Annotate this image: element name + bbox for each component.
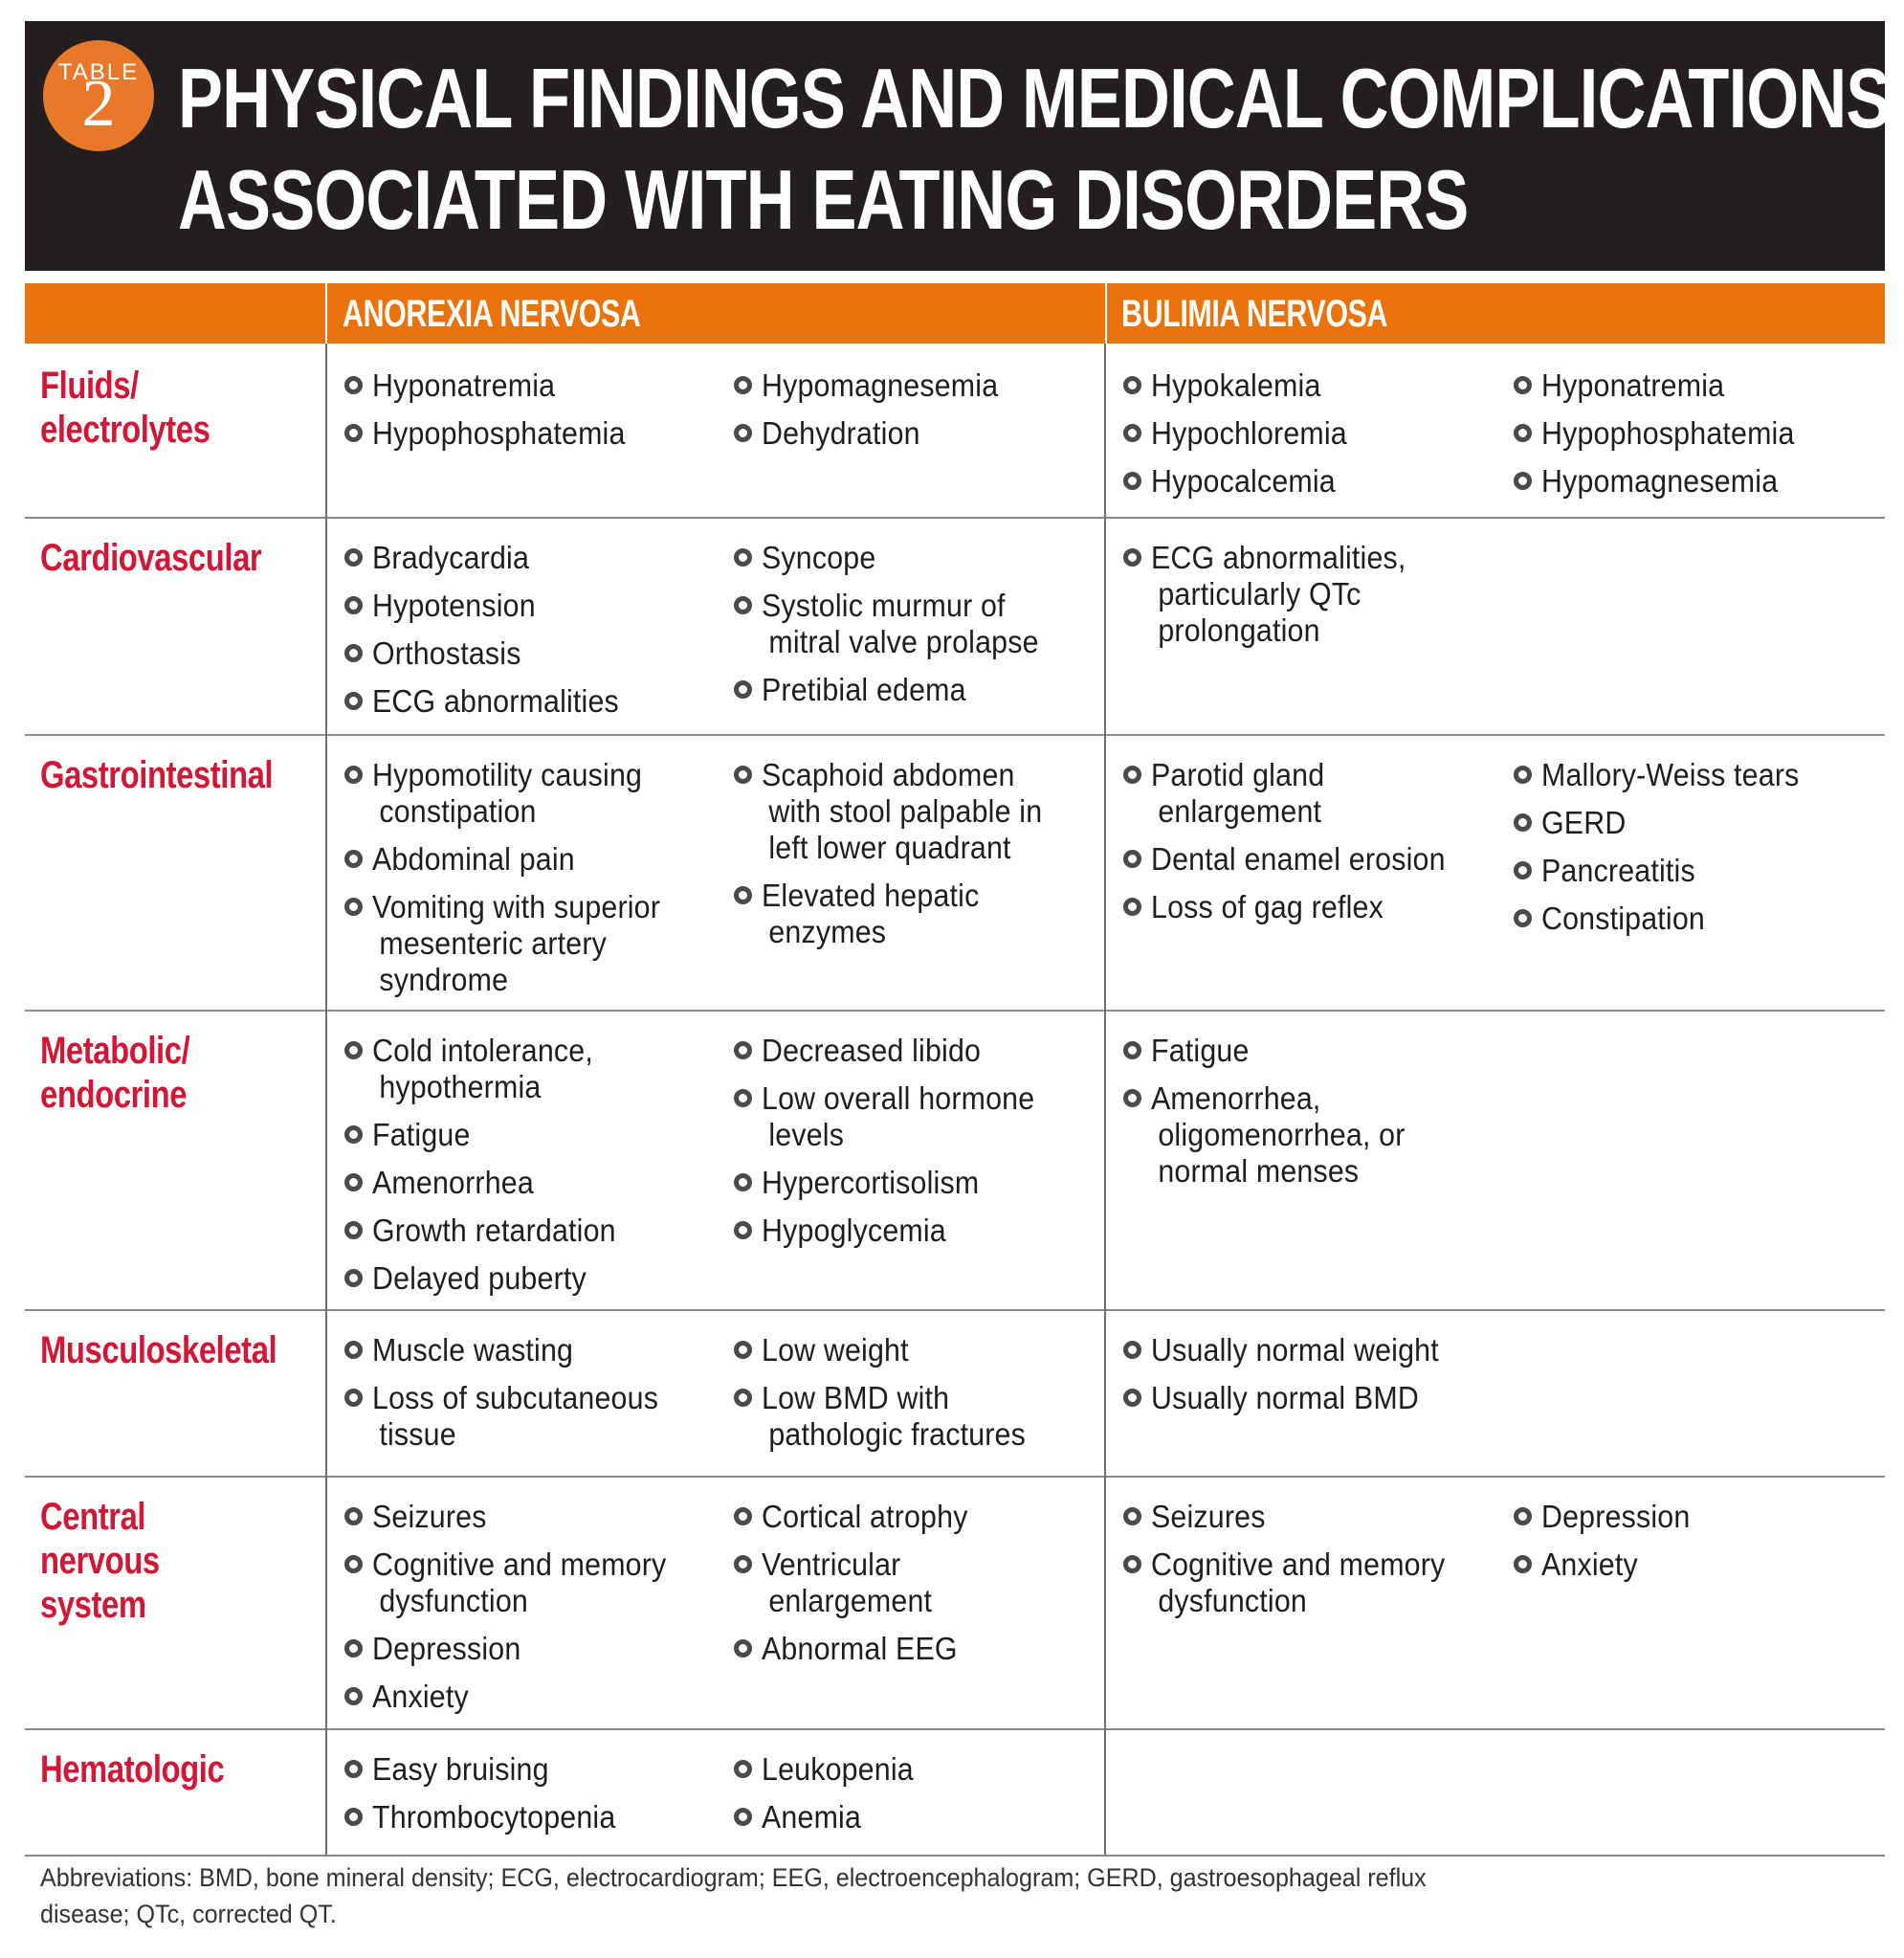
bullet-icon: [344, 596, 363, 614]
finding-text: Growth retardation: [372, 1213, 616, 1248]
badge-number: 2: [81, 67, 116, 141]
finding-text: Syncope: [762, 540, 876, 575]
finding-item: [1514, 367, 1896, 404]
finding-item: [734, 1499, 1117, 1535]
findings-list-bn-col1: [1123, 757, 1506, 937]
bullet-icon: [734, 1389, 752, 1407]
bullet-icon: [1514, 472, 1532, 490]
column-header-bar: [25, 283, 1885, 344]
bullet-icon: [734, 1221, 752, 1239]
findings-list-bn-col2: [1514, 757, 1896, 948]
bullet-icon: [1514, 424, 1532, 442]
finding-text: Loss of gag reflex: [1151, 889, 1384, 924]
finding-text: Parotid gland: [1151, 757, 1325, 792]
finding-item: [344, 1799, 727, 1836]
bullet-icon: [1514, 766, 1532, 784]
bullet-icon: [734, 1173, 752, 1191]
finding-text: Hypotension: [372, 588, 536, 623]
finding-item: [734, 415, 1117, 452]
finding-text: Cortical atrophy: [762, 1499, 968, 1534]
bullet-icon: [344, 692, 363, 710]
findings-list-an-col2: [734, 1332, 1117, 1464]
finding-text: Hypomagnesemia: [1541, 463, 1779, 499]
bullet-icon: [1123, 376, 1141, 394]
finding-item: [734, 1033, 1117, 1069]
bullet-icon: [1123, 1507, 1141, 1525]
row-category: [40, 1029, 189, 1117]
table-number-badge: [43, 40, 154, 151]
row-category: [40, 1747, 224, 1791]
finding-text: Loss of subcutaneous: [372, 1380, 659, 1415]
findings-list-bn-col1: [1123, 1499, 1506, 1631]
bullet-icon: [1123, 472, 1141, 490]
bullet-icon: [1123, 1341, 1141, 1359]
finding-text: Hyponatremia: [372, 367, 556, 403]
bullet-icon: [344, 1808, 363, 1826]
findings-list-bn-col1: [1123, 1033, 1506, 1201]
finding-text: Abdominal pain: [372, 841, 575, 877]
row-category-line: Fluids/: [40, 365, 139, 407]
finding-text: Mallory-Weiss tears: [1541, 757, 1800, 792]
finding-text: hypothermia: [379, 1069, 542, 1104]
finding-item: [1123, 1033, 1506, 1069]
finding-text: mesenteric artery: [379, 925, 608, 961]
finding-item: [734, 757, 1117, 866]
findings-list-an-col2: [734, 1499, 1117, 1679]
finding-text: particularly QTc: [1158, 576, 1362, 612]
finding-item: [1123, 415, 1506, 452]
finding-item: [1514, 1546, 1896, 1583]
bullet-icon: [344, 1173, 363, 1191]
finding-text: Fatigue: [1151, 1033, 1250, 1068]
row-divider: [25, 734, 1885, 736]
finding-text: Easy bruising: [372, 1751, 549, 1787]
finding-item: [344, 635, 727, 672]
finding-item: [1123, 367, 1506, 404]
title-line-1: PHYSICAL FINDINGS AND MEDICAL COMPLICATIONS: [178, 51, 1891, 145]
badge-label: TABLE: [57, 59, 140, 85]
finding-item: [1123, 841, 1506, 878]
finding-item: [344, 1679, 727, 1715]
finding-text: ECG abnormalities,: [1151, 540, 1406, 575]
finding-item: [734, 1080, 1117, 1153]
finding-text: dysfunction: [1158, 1583, 1307, 1618]
finding-text: Hypoglycemia: [762, 1213, 946, 1248]
finding-item: [1514, 463, 1896, 500]
finding-item: [344, 1380, 727, 1453]
finding-text: Hypomagnesemia: [762, 367, 999, 403]
finding-item: [734, 672, 1117, 708]
findings-list-an-col2: [734, 757, 1117, 962]
finding-item: [1123, 540, 1506, 649]
column-separator: [1105, 283, 1107, 344]
bullet-icon: [734, 548, 752, 567]
bullet-icon: [1123, 1041, 1141, 1059]
table-title: [178, 48, 1891, 251]
bullet-icon: [734, 376, 752, 394]
findings-list-bn-col1: [1123, 367, 1506, 511]
row-category-line: endocrine: [40, 1074, 188, 1116]
finding-item: [734, 1213, 1117, 1249]
finding-item: [734, 1332, 1117, 1368]
bullet-icon: [344, 1687, 363, 1705]
finding-item: [344, 1499, 727, 1535]
findings-list-an-col1: [344, 757, 727, 1010]
bullet-icon: [1514, 861, 1532, 879]
bullet-icon: [344, 1507, 363, 1525]
finding-item: [734, 1165, 1117, 1201]
finding-text: Thrombocytopenia: [372, 1799, 616, 1835]
row-category-line: Cardiovascular: [40, 537, 262, 579]
findings-list-an-col2: [734, 540, 1117, 720]
finding-text: syndrome: [379, 962, 509, 997]
finding-text: Decreased libido: [762, 1033, 982, 1068]
finding-text: Hypomotility causing: [372, 757, 643, 792]
row-category-line: Metabolic/: [40, 1030, 190, 1072]
bullet-icon: [1514, 1507, 1532, 1525]
row-divider: [25, 1010, 1885, 1012]
finding-text: Fatigue: [372, 1117, 471, 1152]
finding-text: dysfunction: [379, 1583, 528, 1618]
finding-item: [734, 1546, 1117, 1619]
findings-list-an-col1: [344, 540, 727, 731]
bullet-icon: [1123, 850, 1141, 868]
bullet-icon: [1123, 424, 1141, 442]
findings-list-bn-col2: [1514, 1499, 1896, 1594]
finding-text: Low overall hormone: [762, 1080, 1035, 1116]
finding-text: levels: [768, 1117, 845, 1152]
bullet-icon: [1123, 898, 1141, 916]
row-divider: [25, 1728, 1885, 1730]
finding-item: [344, 1751, 727, 1788]
finding-text: Low BMD with: [762, 1380, 950, 1415]
row-divider: [25, 517, 1885, 519]
row-divider: [25, 1476, 1885, 1478]
bullet-icon: [734, 1089, 752, 1107]
title-line-2: ASSOCIATED WITH EATING DISORDERS: [178, 152, 1469, 247]
finding-text: Low weight: [762, 1332, 909, 1368]
row-category-line: nervous: [40, 1540, 160, 1582]
column-header-anorexia: ANOREXIA NERVOSA: [343, 293, 641, 335]
findings-list-an-col1: [344, 1332, 727, 1464]
finding-item: [344, 1213, 727, 1249]
finding-item: [344, 1546, 727, 1619]
finding-text: Amenorrhea: [372, 1165, 534, 1200]
finding-item: [734, 1380, 1117, 1453]
finding-text: mitral valve prolapse: [768, 624, 1039, 659]
finding-item: [344, 415, 727, 452]
finding-text: Pretibial edema: [762, 672, 966, 707]
bullet-icon: [1123, 1089, 1141, 1107]
bullet-icon: [1123, 1555, 1141, 1573]
finding-text: Hypokalemia: [1151, 367, 1321, 403]
bullet-icon: [734, 1341, 752, 1359]
finding-text: Delayed puberty: [372, 1260, 587, 1296]
finding-text: Seizures: [372, 1499, 487, 1534]
bullet-icon: [734, 766, 752, 784]
bullet-icon: [344, 1341, 363, 1359]
finding-text: Cold intolerance,: [372, 1033, 593, 1068]
bullet-icon: [344, 898, 363, 916]
finding-text: Bradycardia: [372, 540, 530, 575]
findings-list-an-col1: [344, 1033, 727, 1308]
finding-text: Pancreatitis: [1541, 853, 1695, 888]
bullet-icon: [734, 1555, 752, 1573]
finding-text: pathologic fractures: [768, 1416, 1026, 1452]
finding-text: Hyponatremia: [1541, 367, 1725, 403]
finding-text: prolongation: [1158, 612, 1320, 648]
finding-item: [344, 1631, 727, 1667]
bullet-icon: [734, 1041, 752, 1059]
bullet-icon: [1514, 376, 1532, 394]
findings-list-an-col1: [344, 1751, 727, 1847]
finding-text: Depression: [1541, 1499, 1691, 1534]
finding-text: Anemia: [762, 1799, 862, 1835]
bullet-icon: [734, 1808, 752, 1826]
bullet-icon: [1514, 813, 1532, 832]
bullet-icon: [344, 1269, 363, 1287]
bullet-icon: [734, 424, 752, 442]
bullet-icon: [344, 766, 363, 784]
finding-text: with stool palpable in: [768, 793, 1043, 829]
finding-text: normal menses: [1158, 1153, 1360, 1189]
finding-item: [1123, 1546, 1506, 1619]
row-category: [40, 536, 261, 580]
finding-item: [344, 367, 727, 404]
finding-text: ECG abnormalities: [372, 683, 619, 719]
findings-list-an-col1: [344, 1499, 727, 1726]
finding-text: Hypercortisolism: [762, 1165, 980, 1200]
finding-text: Abnormal EEG: [762, 1631, 958, 1666]
bullet-icon: [344, 1760, 363, 1778]
finding-text: Scaphoid abdomen: [762, 757, 1015, 792]
bullet-icon: [344, 1221, 363, 1239]
finding-item: [1123, 1332, 1506, 1368]
finding-text: enzymes: [768, 914, 887, 949]
finding-item: [1123, 1380, 1506, 1416]
column-divider: [325, 344, 327, 1855]
finding-text: Vomiting with superior: [372, 889, 661, 924]
finding-item: [344, 1260, 727, 1297]
finding-item: [344, 1033, 727, 1105]
findings-list-bn-col2: [1514, 367, 1896, 511]
finding-item: [1514, 901, 1896, 937]
finding-item: [344, 1332, 727, 1368]
finding-item: [1514, 1499, 1896, 1535]
bullet-icon: [734, 1760, 752, 1778]
finding-item: [734, 1751, 1117, 1788]
findings-list-an-col2: [734, 1751, 1117, 1847]
bullet-icon: [1514, 1555, 1532, 1573]
finding-text: GERD: [1541, 805, 1627, 840]
finding-item: [1514, 805, 1896, 841]
bullet-icon: [734, 680, 752, 699]
row-category-line: electrolytes: [40, 409, 210, 451]
finding-item: [344, 540, 727, 576]
finding-text: Usually normal weight: [1151, 1332, 1439, 1368]
bullet-icon: [1123, 548, 1141, 567]
finding-text: Usually normal BMD: [1151, 1380, 1419, 1415]
finding-text: Hypochloremia: [1151, 415, 1347, 451]
row-category-line: Gastrointestinal: [40, 754, 274, 796]
finding-text: oligomenorrhea, or: [1158, 1117, 1406, 1152]
row-category: [40, 1495, 160, 1627]
bullet-icon: [344, 548, 363, 567]
row-category-line: Hematologic: [40, 1748, 225, 1791]
bullet-icon: [344, 424, 363, 442]
finding-text: Orthostasis: [372, 635, 521, 671]
row-category-line: Central: [40, 1496, 146, 1538]
bullet-icon: [734, 1639, 752, 1658]
column-separator: [325, 283, 327, 344]
finding-text: Constipation: [1541, 901, 1705, 936]
finding-text: Leukopenia: [762, 1751, 914, 1787]
finding-item: [1514, 415, 1896, 452]
finding-text: Depression: [372, 1631, 521, 1666]
findings-list-an-col1: [344, 367, 727, 463]
finding-text: Hypophosphatemia: [1541, 415, 1795, 451]
row-category: [40, 753, 273, 797]
finding-item: [1123, 889, 1506, 925]
bullet-icon: [344, 376, 363, 394]
finding-text: Anxiety: [372, 1679, 469, 1714]
finding-item: [1514, 757, 1896, 793]
finding-item: [344, 588, 727, 624]
finding-text: left lower quadrant: [768, 830, 1011, 865]
finding-item: [734, 588, 1117, 660]
finding-item: [734, 1799, 1117, 1836]
finding-item: [734, 540, 1117, 576]
finding-item: [1123, 463, 1506, 500]
finding-text: tissue: [379, 1416, 456, 1452]
finding-text: constipation: [379, 793, 537, 829]
finding-text: Cognitive and memory: [372, 1546, 667, 1582]
row-category: [40, 364, 210, 452]
row-category-line: Musculoskeletal: [40, 1329, 277, 1371]
finding-item: [344, 841, 727, 878]
finding-text: enlargement: [1158, 793, 1322, 829]
finding-text: Amenorrhea,: [1151, 1080, 1321, 1116]
finding-item: [734, 1631, 1117, 1667]
bullet-icon: [734, 596, 752, 614]
finding-text: Hypophosphatemia: [372, 415, 626, 451]
finding-text: Seizures: [1151, 1499, 1266, 1534]
bullet-icon: [344, 850, 363, 868]
finding-text: Hypocalcemia: [1151, 463, 1336, 499]
findings-list-an-col2: [734, 367, 1117, 463]
finding-item: [344, 683, 727, 720]
bullet-icon: [734, 886, 752, 904]
finding-text: enlargement: [768, 1583, 933, 1618]
bullet-icon: [1123, 766, 1141, 784]
finding-item: [734, 878, 1117, 950]
bullet-icon: [1123, 1389, 1141, 1407]
finding-text: Systolic murmur of: [762, 588, 1006, 623]
finding-text: Anxiety: [1541, 1546, 1638, 1582]
row-category-line: system: [40, 1584, 146, 1626]
column-header-bulimia: BULIMIA NERVOSA: [1121, 293, 1388, 335]
findings-list-bn-col1: [1123, 1332, 1506, 1428]
finding-text: Ventricular: [762, 1546, 901, 1582]
bullet-icon: [734, 1507, 752, 1525]
row-divider: [25, 1855, 1885, 1857]
findings-list-an-col2: [734, 1033, 1117, 1260]
finding-item: [344, 757, 727, 830]
bullet-icon: [1514, 909, 1532, 927]
finding-item: [1514, 853, 1896, 889]
finding-text: Dental enamel erosion: [1151, 841, 1446, 877]
bullet-icon: [344, 1555, 363, 1573]
row-category: [40, 1328, 277, 1372]
row-divider: [25, 1309, 1885, 1311]
abbreviations-footnote: Abbreviations: BMD, bone mineral density; ECG, electrocardiogram; EEG, electroencephalogram; GERD, gastroesophageal reflux disease; QTc, corrected QT.: [40, 1863, 1427, 1928]
bullet-icon: [344, 1125, 363, 1144]
finding-text: Dehydration: [762, 415, 920, 451]
findings-list-bn-col1: [1123, 540, 1506, 660]
finding-item: [344, 1165, 727, 1201]
finding-item: [1123, 757, 1506, 830]
finding-item: [344, 889, 727, 998]
bullet-icon: [344, 644, 363, 662]
finding-item: [1123, 1080, 1506, 1190]
finding-text: Elevated hepatic: [762, 878, 980, 913]
finding-item: [734, 367, 1117, 404]
column-divider: [1104, 344, 1106, 1855]
finding-text: Cognitive and memory: [1151, 1546, 1446, 1582]
finding-item: [344, 1117, 727, 1153]
bullet-icon: [344, 1639, 363, 1658]
bullet-icon: [344, 1389, 363, 1407]
bullet-icon: [344, 1041, 363, 1059]
finding-item: [1123, 1499, 1506, 1535]
table-header: [25, 21, 1891, 271]
finding-text: Muscle wasting: [372, 1332, 574, 1368]
